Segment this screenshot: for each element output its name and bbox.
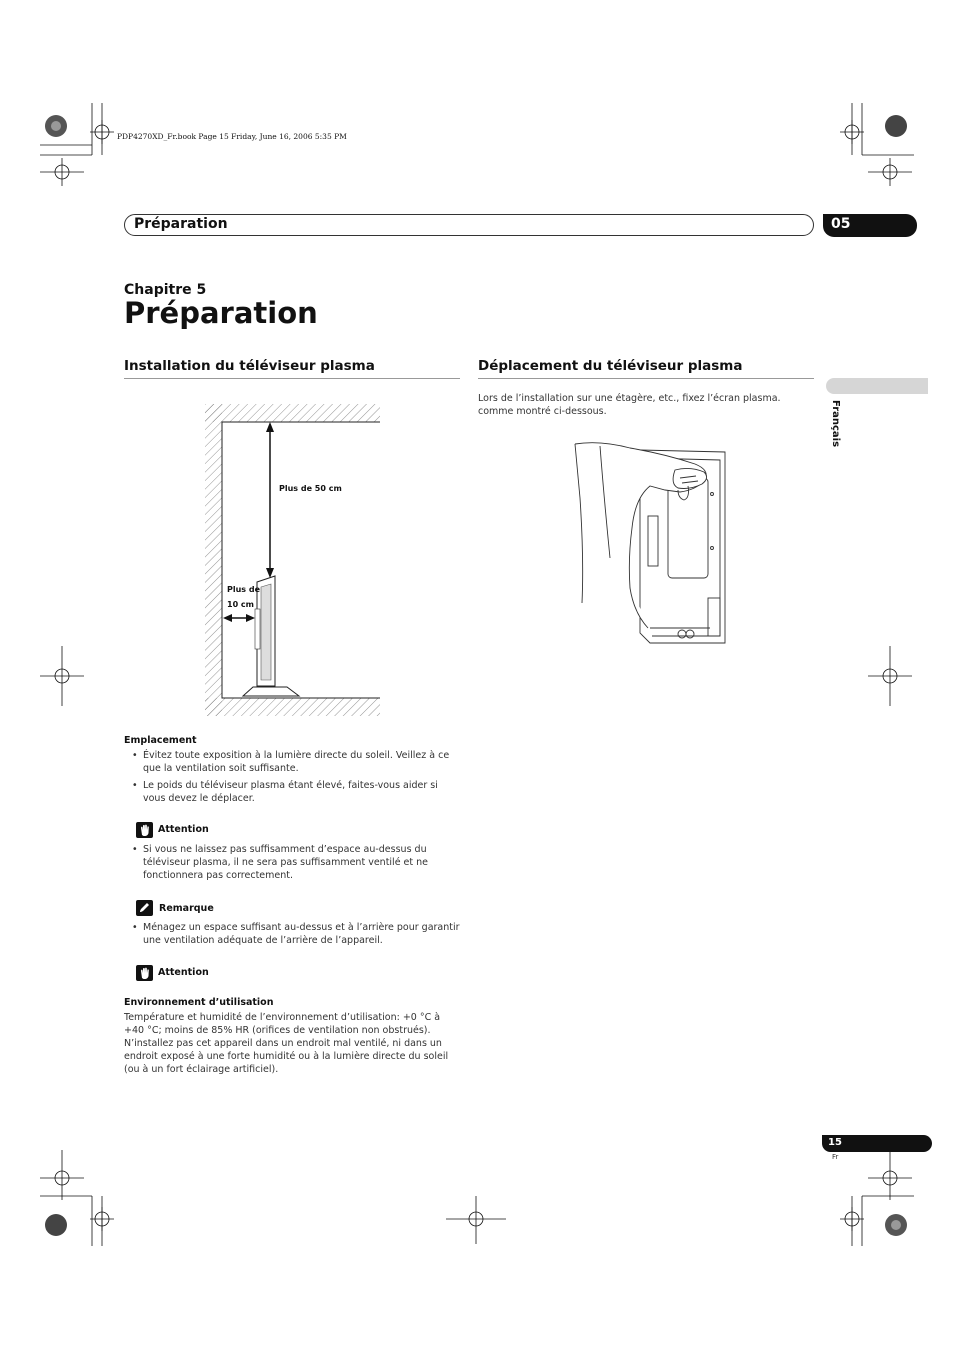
diagram-label-top: Plus de 50 cm (279, 484, 342, 493)
language-tab (826, 378, 928, 394)
diagram-label-side-2: 10 cm (227, 600, 254, 609)
list-item: • Si vous ne laissez pas suffisamment d’espace au-dessus du téléviseur plasma, il ne sera pas suffisamment ventilé et ne fonctionnera pas correctement. (124, 843, 462, 882)
section-rule (124, 378, 460, 379)
chapter-label: Chapitre 5 (124, 282, 207, 298)
attention-label: Attention (158, 824, 209, 835)
page-language-code: Fr (832, 1153, 839, 1161)
page-title: Préparation (124, 296, 318, 330)
chapter-number: 05 (831, 216, 851, 232)
section-title-installation: Installation du téléviseur plasma (124, 358, 375, 374)
environnement-title: Environnement d’utilisation (124, 997, 274, 1008)
installation-diagram (205, 404, 380, 716)
print-header: PDP4270XD_Fr.book Page 15 Friday, June 16, 2006 5:35 PM (117, 132, 347, 141)
diagram-label-side-1: Plus de (227, 585, 260, 594)
attention-label: Attention (158, 967, 209, 978)
page-number: 15 (828, 1137, 842, 1148)
emplacement-list (124, 749, 462, 809)
emplacement-title: Emplacement (124, 735, 197, 746)
environnement-text: Température et humidité de l’environnement d’utilisation: +0 °C à +40 °C; moins de 85% HR (orifices de ventilation non obstrués). N’installez pas cet appareil dans un endroit mal ventilé, ni dans un endroit exposé à une forte humidité ou à la lumière directe du soleil (ou à un fort éclairage artificiel). (124, 1012, 449, 1075)
header-title: Préparation (134, 216, 228, 232)
list-item: • Le poids du téléviseur plasma étant élevé, faites-vous aider si vous devez le déplacer. (124, 779, 462, 805)
list-item: • Évitez toute exposition à la lumière directe du soleil. Veillez à ce que la ventilation soit suffisante. (124, 749, 462, 775)
deplacement-text: Lors de l’installation sur une étagère, etc., fixez l’écran plasma. comme montré ci-dessous. (478, 393, 781, 417)
language-label: Français (830, 400, 841, 448)
list-item: • Ménagez un espace suffisant au-dessus et à l’arrière pour garantir une ventilation adéquate de l’arrière de l’appareil. (124, 921, 462, 947)
section-title-deplacement: Déplacement du téléviseur plasma (478, 358, 743, 374)
attention-hand-icon (136, 965, 153, 981)
section-rule (478, 378, 814, 379)
remarque-list (124, 921, 462, 951)
attention-hand-icon (136, 822, 153, 838)
remarque-label: Remarque (159, 903, 214, 914)
attention-list (124, 843, 462, 886)
note-pencil-icon (136, 900, 153, 916)
moving-illustration (570, 438, 730, 648)
